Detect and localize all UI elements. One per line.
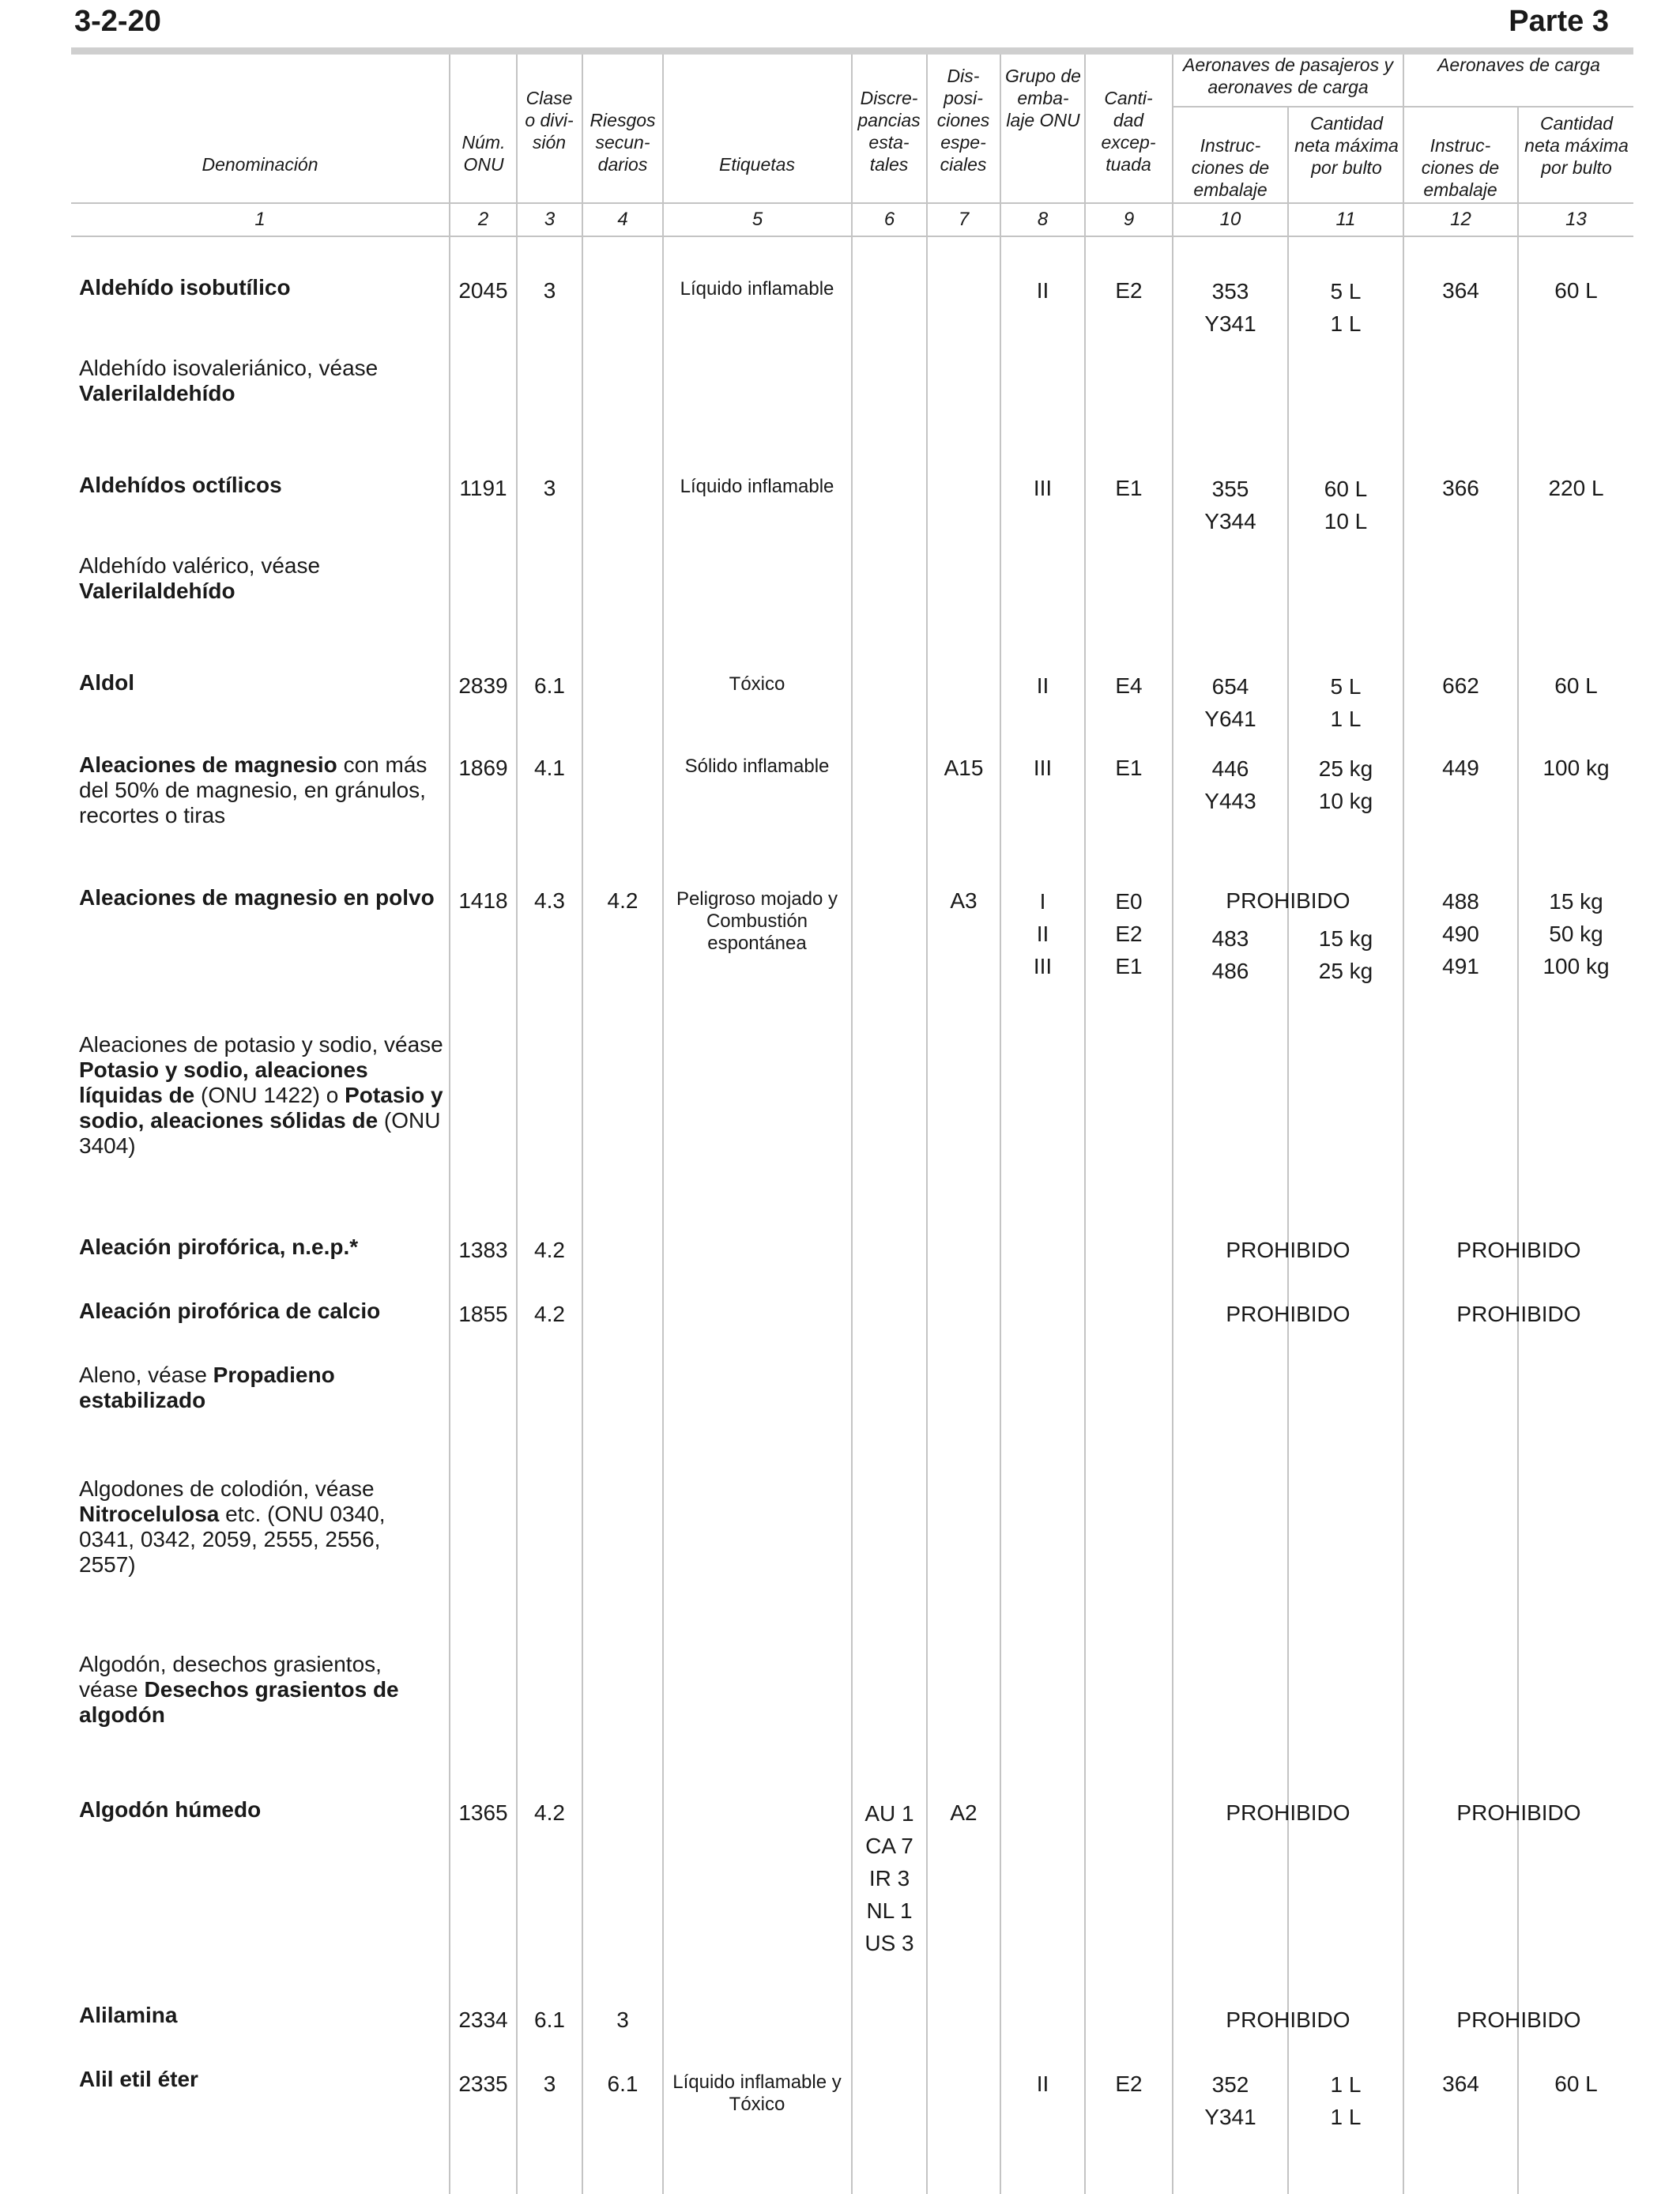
- label-text: Tóxico: [729, 673, 785, 695]
- packing-group: III: [1033, 756, 1053, 780]
- packing-group: II: [1036, 2071, 1049, 2096]
- un-number: 2839: [458, 673, 508, 698]
- column-number: 13: [1565, 209, 1587, 230]
- prohibited-passenger: PROHIBIDO: [1226, 1800, 1350, 1825]
- cargo-instructions: 488 490 491: [1442, 889, 1479, 978]
- special-provisions: A3: [950, 888, 977, 913]
- excepted-quantity: E4: [1115, 673, 1143, 698]
- part-title: Parte 3: [1509, 5, 1609, 38]
- passenger-net-quantity: 5 L 1 L: [1330, 674, 1362, 731]
- label-text: Líquido inflamable y Tóxico: [672, 2071, 842, 2115]
- reference-text: (ONU 1422) o: [201, 1083, 339, 1107]
- passenger-instructions: 446 Y443: [1204, 756, 1256, 813]
- excepted-quantity: E2: [1115, 2071, 1143, 2096]
- subsidiary-risk: 6.1: [607, 2071, 638, 2096]
- substance-name: Alilamina: [79, 2003, 178, 2027]
- excepted-quantity: E1: [1115, 476, 1143, 500]
- class-division: 6.1: [534, 2007, 565, 2032]
- header-instrucciones-carga: Instruc- ciones de embalaje: [1421, 135, 1500, 200]
- header-cantidad-carga: Cantidad neta máxima por bulto: [1524, 113, 1629, 178]
- un-number: 1418: [458, 888, 508, 913]
- substance-name: Aleaciones de magnesio: [79, 752, 337, 777]
- prohibited-passenger: PROHIBIDO: [1226, 2007, 1350, 2032]
- class-division: 6.1: [534, 673, 565, 698]
- un-number: 1855: [458, 1302, 508, 1326]
- un-number: 1191: [459, 476, 507, 500]
- reference-target: Potasio y sodio, aleaciones sólidas de: [79, 1083, 443, 1133]
- subsidiary-risk: 3: [616, 2007, 629, 2032]
- substance-name: Aldehído isobutílico: [79, 275, 291, 300]
- column-number: 12: [1450, 209, 1471, 230]
- cargo-instructions: 366: [1442, 476, 1479, 500]
- reference-target: Potasio y sodio, aleaciones líquidas de: [79, 1057, 368, 1107]
- label-text: Líquido inflamable: [680, 476, 834, 497]
- class-division: 4.2: [534, 1800, 565, 1825]
- passenger-instructions: 654 Y641: [1204, 674, 1256, 731]
- substance-name: Aleaciones de magnesio en polvo: [79, 885, 435, 910]
- un-number: 1365: [458, 1800, 508, 1825]
- excepted-quantity: E0 E2 E1: [1115, 889, 1143, 978]
- reference-text: Algodón, desechos grasientos, véase: [79, 1652, 382, 1702]
- cargo-instructions: 364: [1442, 278, 1479, 303]
- passenger-net-quantity: 60 L 10 L: [1324, 477, 1368, 533]
- header-pasajeros-group: Aeronaves de pasajeros y aeronaves de carga: [1183, 55, 1393, 97]
- label-text: Sólido inflamable: [684, 756, 830, 777]
- reference-text: Aldehído valérico, véase: [79, 553, 321, 578]
- reference-text: (ONU 3404): [79, 1108, 441, 1158]
- column-number: 11: [1335, 209, 1356, 230]
- header-clase: Clase o divi- sión: [525, 88, 574, 153]
- substance-name: Algodón húmedo: [79, 1797, 262, 1822]
- column-number: 3: [544, 209, 556, 230]
- packing-group: I II III: [1033, 889, 1053, 978]
- header-denominacion: Denominación: [202, 154, 318, 175]
- prohibited-passenger: PROHIBIDO: [1226, 1238, 1350, 1262]
- passenger-net-quantity: 15 kg 25 kg: [1318, 926, 1373, 983]
- column-number: 5: [751, 209, 763, 230]
- header-num-onu: Núm. ONU: [461, 132, 506, 175]
- reference-text: Aleaciones de potasio y sodio, véase: [79, 1032, 443, 1057]
- column-number: 10: [1219, 209, 1241, 230]
- cargo-instructions: 449: [1442, 756, 1479, 780]
- passenger-instructions: 355 Y344: [1204, 477, 1256, 533]
- excepted-quantity: E1: [1115, 756, 1143, 780]
- column-number: 4: [617, 209, 628, 230]
- passenger-instructions: 483 486: [1211, 926, 1249, 983]
- substance-name: Aleación pirofórica de calcio: [79, 1299, 381, 1323]
- reference-text: Algodones de colodión, véase: [79, 1476, 375, 1501]
- prohibited-cargo: PROHIBIDO: [1456, 1238, 1581, 1262]
- packing-group: II: [1036, 673, 1049, 698]
- prohibited-passenger: PROHIBIDO: [1226, 888, 1350, 913]
- substance-description: con más del 50% de magnesio, en gránulos, recortes o tiras: [79, 752, 428, 827]
- class-division: 4.1: [534, 756, 565, 780]
- passenger-instructions: 353 Y341: [1204, 279, 1256, 336]
- class-division: 3: [543, 2071, 556, 2096]
- column-number: 2: [477, 209, 489, 230]
- un-number: 2335: [458, 2071, 508, 2096]
- reference-text: Aleno, véase: [79, 1363, 207, 1387]
- reference-target: Nitrocelulosa: [79, 1502, 220, 1526]
- class-division: 4.2: [534, 1302, 565, 1326]
- reference-target: Valerilaldehído: [79, 579, 235, 603]
- column-number: 6: [883, 209, 895, 230]
- header-cantidad-exceptuada: Canti- dad excep- tuada: [1101, 88, 1156, 175]
- label-text: Peligroso mojado y Combustión espontánea: [676, 888, 838, 954]
- class-division: 4.2: [534, 1238, 565, 1262]
- prohibited-cargo: PROHIBIDO: [1456, 2007, 1581, 2032]
- substance-name: Alil etil éter: [79, 2067, 198, 2091]
- column-number: 9: [1123, 209, 1135, 230]
- passenger-net-quantity: 5 L 1 L: [1330, 279, 1362, 336]
- packing-group: II: [1036, 278, 1049, 303]
- cargo-net-quantity: 60 L: [1554, 2071, 1598, 2096]
- reference-text: Aldehído isovaleriánico, véase: [79, 356, 379, 380]
- class-division: 3: [543, 476, 556, 500]
- class-division: 4.3: [534, 888, 565, 913]
- cargo-net-quantity: 60 L: [1554, 278, 1598, 303]
- cargo-net-quantity: 220 L: [1548, 476, 1604, 500]
- header-disposiciones: Dis- posi- ciones espe- ciales: [936, 66, 990, 175]
- prohibited-passenger: PROHIBIDO: [1226, 1302, 1350, 1326]
- excepted-quantity: E2: [1115, 278, 1143, 303]
- cargo-instructions: 364: [1442, 2071, 1479, 2096]
- substance-name: Aldehídos octílicos: [79, 473, 282, 497]
- prohibited-cargo: PROHIBIDO: [1456, 1302, 1581, 1326]
- reference-text: etc. (ONU 0340, 0341, 0342, 2059, 2555, 2556, 2557): [79, 1502, 386, 1577]
- class-division: 3: [543, 278, 556, 303]
- passenger-net-quantity: 1 L 1 L: [1330, 2072, 1362, 2129]
- special-provisions: A2: [950, 1800, 977, 1825]
- header-carga-group: Aeronaves de carga: [1437, 55, 1600, 75]
- column-number: 7: [958, 209, 970, 230]
- cargo-net-quantity: 60 L: [1554, 673, 1598, 698]
- packing-group: III: [1033, 476, 1053, 500]
- column-number: 1: [254, 209, 266, 230]
- header-discrepancias: Discre- pancias esta- tales: [857, 88, 921, 175]
- header-cantidad-pasajeros: Cantidad neta máxima por bulto: [1294, 113, 1399, 178]
- header-etiquetas: Etiquetas: [719, 154, 795, 175]
- special-provisions: A15: [944, 756, 984, 780]
- reference-target: Valerilaldehído: [79, 381, 235, 405]
- reference-target: Desechos grasientos de algodón: [79, 1677, 399, 1727]
- un-number: 1383: [458, 1238, 508, 1262]
- header-instrucciones-pasajeros: Instruc- ciones de embalaje: [1191, 135, 1270, 200]
- header-riesgos: Riesgos secun- darios: [590, 110, 656, 175]
- cargo-instructions: 662: [1442, 673, 1479, 698]
- cargo-net-quantity: 15 kg 50 kg 100 kg: [1543, 889, 1610, 978]
- passenger-instructions: 352 Y341: [1204, 2072, 1256, 2129]
- substance-name: Aleación pirofórica, n.e.p.*: [79, 1235, 359, 1259]
- substance-name: Aldol: [79, 670, 134, 695]
- page-number: 3-2-20: [74, 5, 161, 38]
- un-number: 1869: [458, 756, 508, 780]
- state-variations: AU 1 CA 7 IR 3 NL 1 US 3: [864, 1801, 914, 1955]
- un-number: 2334: [458, 2007, 508, 2032]
- prohibited-cargo: PROHIBIDO: [1456, 1800, 1581, 1825]
- label-text: Líquido inflamable: [680, 278, 834, 300]
- column-number: 8: [1037, 209, 1049, 230]
- passenger-net-quantity: 25 kg 10 kg: [1318, 756, 1373, 813]
- cargo-net-quantity: 100 kg: [1543, 756, 1610, 780]
- subsidiary-risk: 4.2: [607, 888, 638, 913]
- un-number: 2045: [458, 278, 508, 303]
- header-grupo: Grupo de emba- laje ONU: [1005, 66, 1081, 130]
- reference-target: Propadieno estabilizado: [79, 1363, 335, 1412]
